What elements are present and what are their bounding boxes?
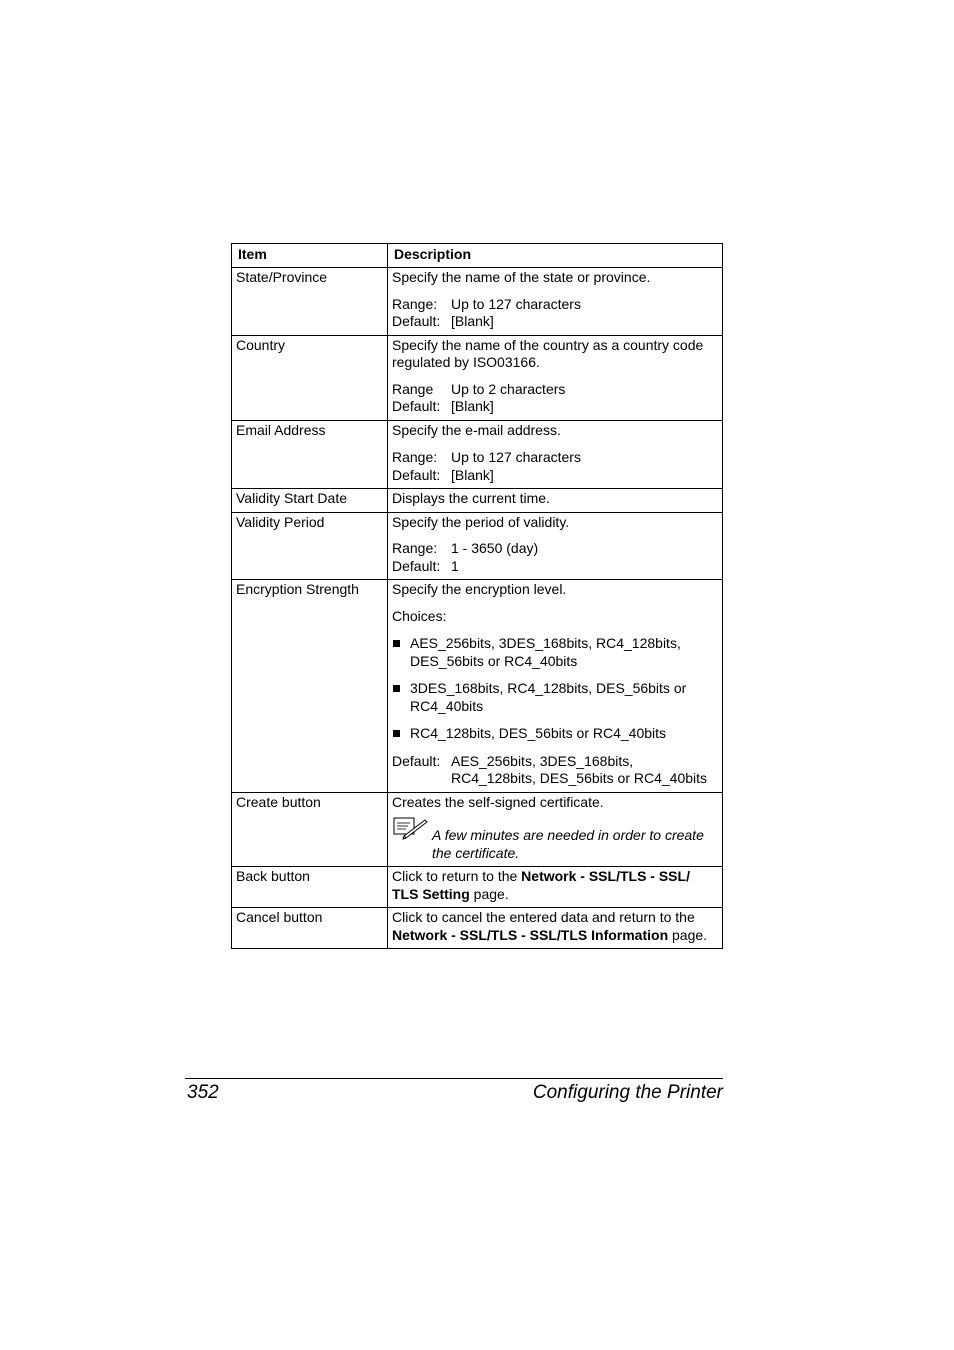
- menu-path: Network - SSL/TLS - SSL/ TLS Setting: [392, 868, 690, 902]
- table-row: [232, 420, 723, 489]
- table-row: [232, 580, 723, 793]
- choice-text: RC4_128bits, DES_56bits or RC4_40bits: [410, 725, 667, 741]
- header-description: Description: [388, 244, 723, 268]
- range-value: Up to 2 characters: [451, 380, 566, 397]
- bullet-square-icon: [392, 635, 410, 670]
- default-line: [392, 398, 718, 416]
- note: [392, 814, 718, 862]
- description-cell: [388, 489, 723, 513]
- description-text: Specify the name of the state or province.: [392, 269, 651, 285]
- range-value: 1 - 3650 (day): [451, 540, 539, 556]
- description-cell: [388, 268, 723, 336]
- description-cell: [388, 580, 723, 793]
- item-cell: Cancel button: [232, 908, 388, 949]
- item-cell: Encryption Strength: [232, 580, 388, 793]
- description-cell: [388, 908, 723, 949]
- bullet-square-icon: [392, 725, 410, 743]
- description-cell: [388, 867, 723, 908]
- range-line: [392, 296, 718, 314]
- range-label: Range:: [392, 540, 438, 556]
- range-line: [392, 540, 718, 558]
- default-value-line: RC4_128bits, DES_56bits or RC4_40bits: [451, 770, 708, 786]
- description-text: Specify the name of the country as a country code regulated by ISO03166.: [392, 336, 704, 370]
- footer-rule: [185, 1078, 723, 1079]
- choices-label: Choices:: [392, 607, 447, 624]
- description-cell: [388, 420, 723, 489]
- item-cell: Back button: [232, 867, 388, 908]
- table-row: [232, 335, 723, 420]
- range-label: Range:: [392, 449, 438, 465]
- table-row: [232, 792, 723, 867]
- description-text-end: page.: [672, 926, 708, 943]
- default-label: Default:: [392, 752, 441, 769]
- description-text: Click to return to the: [392, 868, 518, 884]
- description-cell: [388, 792, 723, 867]
- description-text-end: page.: [473, 885, 509, 902]
- list-item: [392, 635, 718, 670]
- default-line: [392, 558, 718, 576]
- description-cell: [388, 512, 723, 580]
- table-header-row: [232, 244, 723, 268]
- default-value: [Blank]: [451, 466, 494, 483]
- default-label: Default:: [392, 466, 441, 483]
- default-label: Default:: [392, 557, 441, 574]
- table-row: [232, 268, 723, 336]
- note-text: A few minutes are needed in order to create the certificate.: [432, 827, 704, 861]
- chapter-title: Configuring the Printer: [532, 1082, 723, 1103]
- default-label: Default:: [392, 313, 441, 329]
- default-value: [Blank]: [451, 313, 494, 329]
- range-line: [392, 449, 718, 467]
- description-text: Displays the current time.: [392, 490, 550, 506]
- table-row: [232, 489, 723, 513]
- item-cell: Create button: [232, 792, 388, 867]
- choice-text: 3DES_168bits, RC4_128bits, DES_56bits or RC4_40bits: [410, 680, 687, 714]
- item-cell: Country: [232, 335, 388, 420]
- default-label: Default:: [392, 398, 441, 414]
- table-row: [232, 867, 723, 908]
- description-text: Specify the encryption level.: [392, 581, 567, 597]
- range-line: [392, 381, 718, 399]
- range-label: Range: [392, 380, 434, 397]
- list-item: [392, 725, 718, 743]
- description-cell: [388, 335, 723, 420]
- settings-table: [231, 243, 723, 949]
- description-text: Specify the e-mail address.: [392, 421, 561, 438]
- item-cell: Validity Start Date: [232, 489, 388, 513]
- default-value: [Blank]: [451, 398, 494, 414]
- description-text: Click to cancel the entered data and return to the: [392, 909, 695, 925]
- header-item: Item: [232, 244, 388, 268]
- table-row: [232, 512, 723, 580]
- item-cell: Email Address: [232, 420, 388, 489]
- default-value: [451, 753, 707, 788]
- default-value: 1: [451, 557, 459, 574]
- menu-path: Network - SSL/TLS - SSL/TLS Information: [392, 926, 669, 943]
- range-label: Range:: [392, 295, 438, 312]
- bullet-square-icon: [392, 680, 410, 715]
- range-value: Up to 127 characters: [451, 295, 581, 312]
- item-cell: Validity Period: [232, 512, 388, 580]
- choice-text: AES_256bits, 3DES_168bits, RC4_128bits, DES_56bits or RC4_40bits: [410, 635, 681, 669]
- default-line: [392, 313, 718, 331]
- default-value-line: AES_256bits, 3DES_168bits,: [451, 752, 634, 769]
- range-value: Up to 127 characters: [451, 449, 581, 465]
- default-line: [392, 753, 718, 788]
- description-text: Specify the period of validity.: [392, 513, 570, 530]
- item-cell: State/Province: [232, 268, 388, 336]
- table-row: [232, 908, 723, 949]
- default-line: [392, 467, 718, 485]
- description-text: Creates the self-signed certificate.: [392, 793, 604, 810]
- note-pencil-icon: [392, 814, 432, 844]
- list-item: [392, 680, 718, 715]
- page-number: 352: [187, 1082, 219, 1103]
